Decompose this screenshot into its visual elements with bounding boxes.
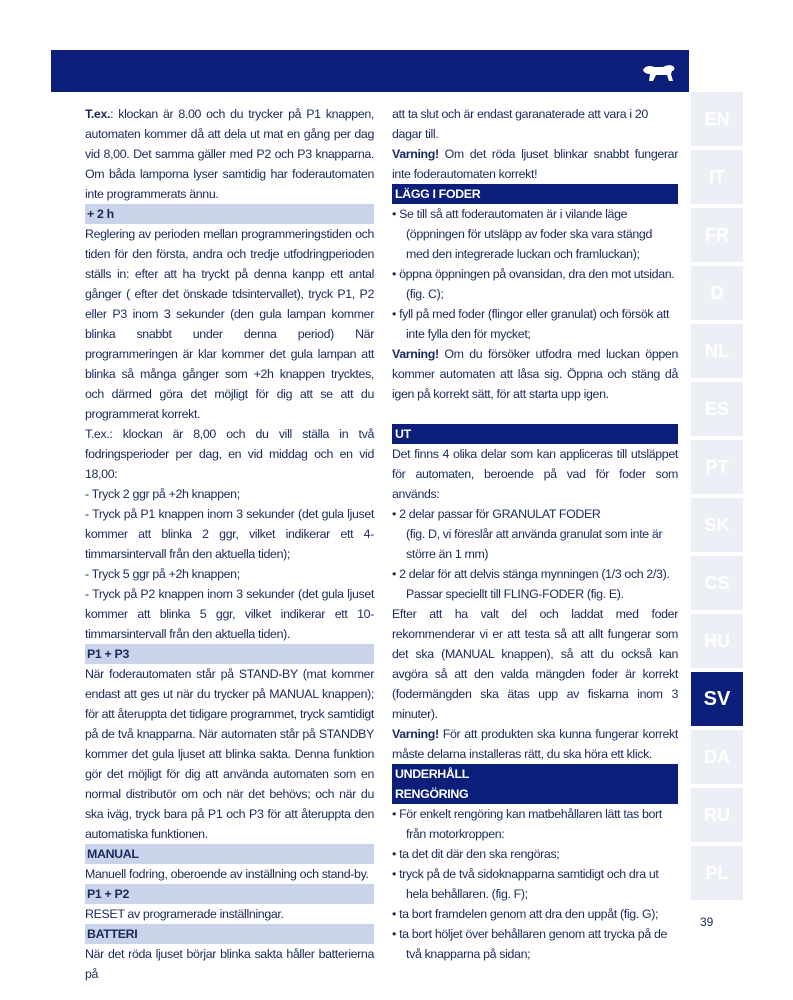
list-item-detail: (fig. D, vi föreslår att använda granulat som inte är större än 1 mm)	[406, 527, 663, 561]
example-paragraph	[85, 104, 374, 204]
section-heading-rengoring: RENGÖRING	[392, 784, 678, 804]
warning-label: Varning!	[392, 347, 439, 361]
section-heading-lagg-i-foder: LÄGG I FODER	[392, 184, 678, 204]
language-tab-sk[interactable]: SK	[691, 498, 743, 552]
paragraph-2h: Reglering av perioden mellan programmeringstiden och tiden för den första, andra och tredje utfodringperioden ställs in: efter att ha tryckt på denna kanpp ett antal gånger ( efter det önskade tdsintervallet), tryck P1, P2 eller P3 inom 3 sekunder (den gula lampan kommer blinka snabbt under denna period) När programmeringen är klar kommer det gula lampan att blinka så många gånger som +2h knappen trycktes, och därmed göra det möjligt för dig att se att du programmerat korrekt.	[85, 227, 374, 421]
paragraph-continued: att ta slut och är endast garanaterade att vara i 20 dagar till.	[392, 107, 648, 141]
language-tab-da[interactable]: DA	[691, 730, 743, 784]
list-item: • öppna öppningen på ovansidan, dra den mot utsidan. (fig. C);	[392, 267, 675, 301]
warning-paragraph-1	[392, 144, 678, 184]
language-tab-d[interactable]: D	[691, 266, 743, 320]
list-item: • ta bort framdelen genom att dra den uppåt (fig. G);	[392, 907, 659, 921]
spacer	[392, 404, 678, 424]
page-number: 39	[700, 915, 714, 929]
language-tab-nl[interactable]: NL	[691, 324, 743, 378]
language-tab-sv[interactable]: SV	[691, 672, 743, 726]
language-tab-pl[interactable]: PL	[691, 846, 743, 900]
section-heading-underhall: UNDERHÅLL	[392, 764, 678, 784]
language-tab-hu[interactable]: HU	[691, 614, 743, 668]
section-heading-batteri: BATTERI	[85, 924, 374, 944]
language-tab-es[interactable]: ES	[691, 382, 743, 436]
language-tab-ru[interactable]: RU	[691, 788, 743, 842]
list-item: • Se till så att foderautomaten är i vilande läge (öppningen för utsläpp av foder ska vara stängd med den integrerade luckan och framluckan);	[392, 207, 652, 261]
warning-text: Om du försöker utfodra med luckan öppen kommer automaten att låsa sig. Öppna och stäng då igen på korrekt sätt, för att starta upp igen.	[392, 347, 678, 401]
list-item: • ta det dit där den ska rengöras;	[392, 847, 560, 861]
paragraph-p1p3: När foderautomaten står på STAND-BY (mat kommer endast att ges ut när du trycker på MANUAL knappen); för att återuppta det tidigare programmet, tryck samtidigt på de två knapparna. När automaten står på STANDBY kommer det gula ljuset att blinka sakta. Denna funktion gör det möjligt för dig att använda automaten som en normal distributör om och när det behövs; och när du ska iväg, tryck bara på P1 och P3 för att återuppta den automatiska funktionen.	[85, 667, 374, 841]
step-item: - Tryck 2 ggr på +2h knappen;	[85, 487, 240, 501]
list-item: • 2 delar för att delvis stänga mynningen (1/3 och 2/3).	[392, 567, 670, 581]
language-tab-cs[interactable]: CS	[691, 556, 743, 610]
section-heading-p1p3: P1 + P3	[85, 644, 374, 664]
list-item: • 2 delar passar för GRANULAT FODER	[392, 507, 601, 521]
paragraph-ut: Det finns 4 olika delar som kan appliceras till utsläppet för automaten, beroende på vad för foder som används:	[392, 447, 678, 501]
list-item: • ta bort höljet över behållaren genom att trycka på de två knapparna på sidan;	[392, 927, 668, 961]
language-tab-pt[interactable]: PT	[691, 440, 743, 494]
animal-logo-icon	[641, 62, 677, 84]
step-item: - Tryck 5 ggr på +2h knappen;	[85, 567, 240, 581]
paragraph-example-2: T.ex.: klockan är 8,00 och du vill ställa in två fodringsperioder per dag, en vid middag och en vid 18,00:	[85, 427, 374, 481]
language-tab-it[interactable]: IT	[691, 150, 743, 204]
warning-paragraph-2	[392, 344, 678, 404]
step-item: - Tryck på P1 knappen inom 3 sekunder (det gula ljuset kommer att blinka 2 ggr, vilket indikerar ett 4-timmarsintervall från den aktuella tiden);	[85, 507, 374, 561]
left-column	[85, 104, 374, 984]
section-heading-2h: + 2 h	[85, 204, 374, 224]
language-tab-fr[interactable]: FR	[691, 208, 743, 262]
warning-label: Varning!	[392, 727, 439, 741]
paragraph-batteri: När det röda ljuset börjar blinka sakta håller batterierna på	[85, 947, 374, 981]
warning-text: Om det röda ljuset blinkar snabbt fungerar inte foderautomaten korrekt!	[392, 147, 678, 181]
section-heading-p1p2: P1 + P2	[85, 884, 374, 904]
language-tabs	[691, 92, 743, 904]
warning-label: Varning!	[392, 147, 439, 161]
example-text: : klockan är 8.00 och du trycker på P1 knappen, automaten kommer då att dela ut mat en gång per dag vid 8,00. Det samma gäller med P2 och P3 knapparna. Om båda lamporna lyser samtidig har foderautomaten inte programmerats ännu.	[85, 107, 374, 201]
paragraph-p1p2: RESET av programerade inställningar.	[85, 907, 284, 921]
paragraph-after: Efter att ha valt del och laddat med foder rekommenderar vi er att testa så att allt fungerar som det ska (MANUAL knappen), så att du också kan avgöra så att den valda mängden foder är korrekt (fodermängden ska ätas upp av fiskarna inom 3 minuter).	[392, 607, 678, 721]
list-item-detail: Passar speciellt till FLING-FODER (fig. E).	[406, 587, 624, 601]
step-item: - Tryck på P2 knappen inom 3 sekunder (det gula ljuset kommer att blinka 5 ggr, vilket indikerar ett 10-timmarsintervall från den aktuella tiden).	[85, 587, 374, 641]
example-label: T.ex.	[85, 107, 111, 121]
warning-paragraph-3	[392, 724, 678, 764]
list-item: • tryck på de två sidoknapparna samtidigt och dra ut hela behållaren. (fig. F);	[392, 867, 659, 901]
section-heading-ut: UT	[392, 424, 678, 444]
warning-text: För att produkten ska kunna fungerar korrekt måste delarna installeras rätt, du ska höra ett klick.	[392, 727, 678, 761]
header-bar	[51, 50, 689, 92]
right-column	[392, 104, 678, 964]
list-item: • fyll på med foder (flingor eller granulat) och försök att inte fylla den för mycket;	[392, 307, 670, 341]
paragraph-manual: Manuell fodring, oberoende av inställning och stand-by.	[85, 867, 369, 881]
section-heading-manual: MANUAL	[85, 844, 374, 864]
language-tab-en[interactable]: EN	[691, 92, 743, 146]
list-item: • För enkelt rengöring kan matbehållaren lätt tas bort från motorkroppen:	[392, 807, 662, 841]
